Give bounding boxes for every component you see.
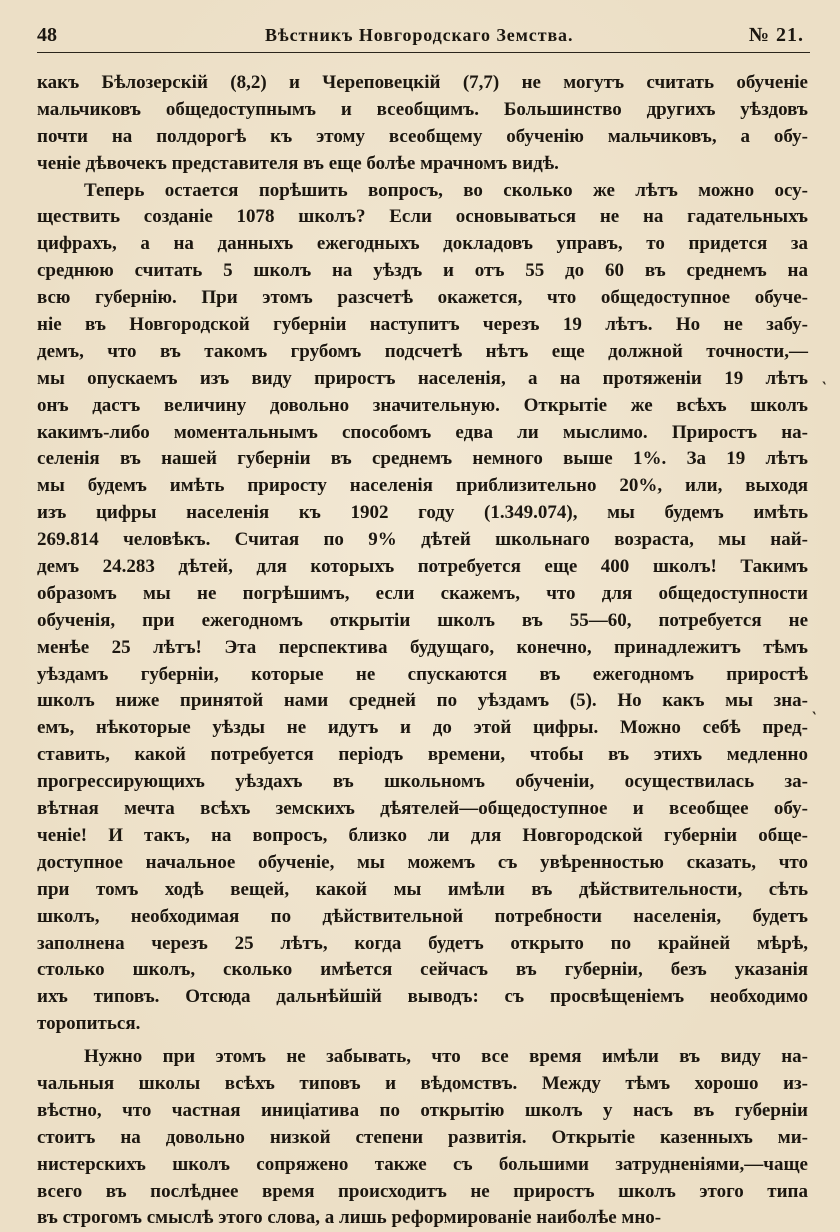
text-line: цифрахъ, а на данныхъ ежегодныхъ докладовъ управъ, то придется за xyxy=(37,233,808,255)
issue-number: № 21. xyxy=(748,24,804,46)
text-line: Теперь остается порѣшить вопросъ, во сколько же лѣтъ можно осу- xyxy=(84,179,808,201)
text-line: обученія, при ежегодномъ открытіи школъ въ 55—60, потребуется не xyxy=(37,609,808,631)
paragraph xyxy=(37,70,808,178)
paragraph xyxy=(37,178,808,1039)
margin-mark: ‵ xyxy=(822,380,827,397)
text-line: образомъ мы не погрѣшимъ, если скажемъ, что для общедоступности xyxy=(37,582,808,604)
text-line: школъ ниже принятой нами средней по уѣздамъ (5). Но какъ мы зна- xyxy=(37,690,808,712)
journal-title: Вѣстникъ Новгородскаго Земства. xyxy=(265,25,574,45)
text-line: мы будемъ имѣть приросту населенія приблизительно 20%, или, выходя xyxy=(37,475,808,497)
text-line: изъ цифры населенія къ 1902 году (1.349.074), мы будемъ имѣть xyxy=(37,502,808,524)
text-line: менѣе 25 лѣтъ! Эта перспектива будущаго, конечно, принадлежитъ тѣмъ xyxy=(37,636,808,658)
text-line: стоитъ на довольно низкой степени развитія. Открытіе казенныхъ ми- xyxy=(37,1126,808,1148)
text-line: всю губернію. При этомъ разсчетѣ окажется, что общедоступное обуче- xyxy=(37,287,808,309)
paragraph xyxy=(37,1044,808,1232)
text-line: среднюю считать 5 школъ на уѣздъ и отъ 55 до 60 въ среднемъ на xyxy=(37,260,808,282)
text-line: торопиться. xyxy=(37,1013,141,1035)
text-line: почти на полдорогѣ къ этому всеобщему обученію мальчиковъ, а обу- xyxy=(37,125,808,147)
text-line: доступное начальное обученіе, мы можемъ съ увѣренностью сказать, что xyxy=(37,851,808,873)
margin-mark: ‵ xyxy=(812,710,817,727)
text-line: ченіе! И такъ, на вопросъ, близко ли для Новгородской губерніи обще- xyxy=(37,824,808,846)
text-line: ихъ типовъ. Отсюда дальнѣйшій выводъ: съ просвѣщеніемъ необходимо xyxy=(37,986,808,1008)
text-line: ставить, какой потребуется періодъ времени, чтобы въ этихъ медленно xyxy=(37,744,808,766)
text-line: 269.814 человѣкъ. Считая по 9% дѣтей школьнаго возраста, мы най- xyxy=(37,529,808,551)
text-line: вѣстно, что частная иниціатива по открытію школъ у насъ въ губерніи xyxy=(37,1099,808,1121)
text-line: прогрессирующихъ уѣздахъ въ школьномъ обученіи, осуществилась за- xyxy=(37,771,808,793)
text-line: какимъ-либо моментальнымъ способомъ едва ли мыслимо. Приростъ на- xyxy=(37,421,808,443)
text-line: ніе въ Новгородской губерніи наступитъ черезъ 19 лѣтъ. Но не забу- xyxy=(37,314,808,336)
text-line: всего въ послѣднее время происходитъ не приростъ школъ этого типа xyxy=(37,1180,808,1202)
text-line: селенія въ нашей губерніи въ среднемъ немного выше 1%. За 19 лѣтъ xyxy=(37,448,808,470)
text-line: какъ Бѣлозерскій (8,2) и Череповецкій (7,7) не могутъ считать обученіе xyxy=(37,72,808,93)
text-line: демъ, что въ такомъ грубомъ подсчетѣ нѣтъ еще должной точности,— xyxy=(37,340,808,362)
text-line: чальныя школы всѣхъ типовъ и вѣдомствъ. Между тѣмъ хорошо из- xyxy=(37,1072,808,1094)
text-line: мальчиковъ общедоступнымъ и всеобщимъ. Большинство другихъ уѣздовъ xyxy=(37,98,808,120)
text-line: нистерскихъ школъ сопряжено также съ большими затрудненіями,—чаще xyxy=(37,1153,808,1175)
text-line: заполнена черезъ 25 лѣтъ, когда будетъ открыто по крайней мѣрѣ, xyxy=(37,932,808,954)
text-line: ществить созданіе 1078 школъ? Если основываться не на гадательныхъ xyxy=(37,206,808,228)
text-line: школъ, необходимая по дѣйствительной потребности населенія, будетъ xyxy=(37,905,808,927)
text-line: столько школъ, сколько имѣется сейчасъ въ губерніи, безъ указанія xyxy=(37,959,808,981)
text-line: емъ, нѣкоторые уѣзды не идутъ и до этой цифры. Можно себѣ пред- xyxy=(37,717,808,739)
text-line: уѣздамъ губерніи, которые не спускаются въ ежегодномъ приростѣ xyxy=(37,663,808,685)
text-line: мы опускаемъ изъ виду приростъ населенія, а на протяженіи 19 лѣтъ xyxy=(37,367,808,389)
text-line: онъ дастъ величину довольно значительную. Открытіе же всѣхъ школъ xyxy=(37,394,808,416)
text-line: при томъ ходѣ вещей, какой мы имѣли въ дѣйствительности, сѣть xyxy=(37,878,808,900)
text-line: вѣтная мечта всѣхъ земскихъ дѣятелей—общедоступное и всеобщее обу- xyxy=(37,798,808,820)
text-line: Нужно при этомъ не забывать, что все время имѣли въ виду на- xyxy=(84,1046,808,1068)
running-head xyxy=(37,22,810,53)
page-number: 48 xyxy=(37,24,57,46)
article-body xyxy=(37,70,808,1232)
text-line: ченіе дѣвочекъ представителя въ еще болѣе мрачномъ видѣ. xyxy=(37,152,559,174)
text-line: демъ 24.283 дѣтей, для которыхъ потребуется еще 400 школъ! Такимъ xyxy=(37,556,808,578)
text-line: въ строгомъ смыслѣ этого слова, а лишь реформированіе наиболѣе мно- xyxy=(37,1207,662,1229)
